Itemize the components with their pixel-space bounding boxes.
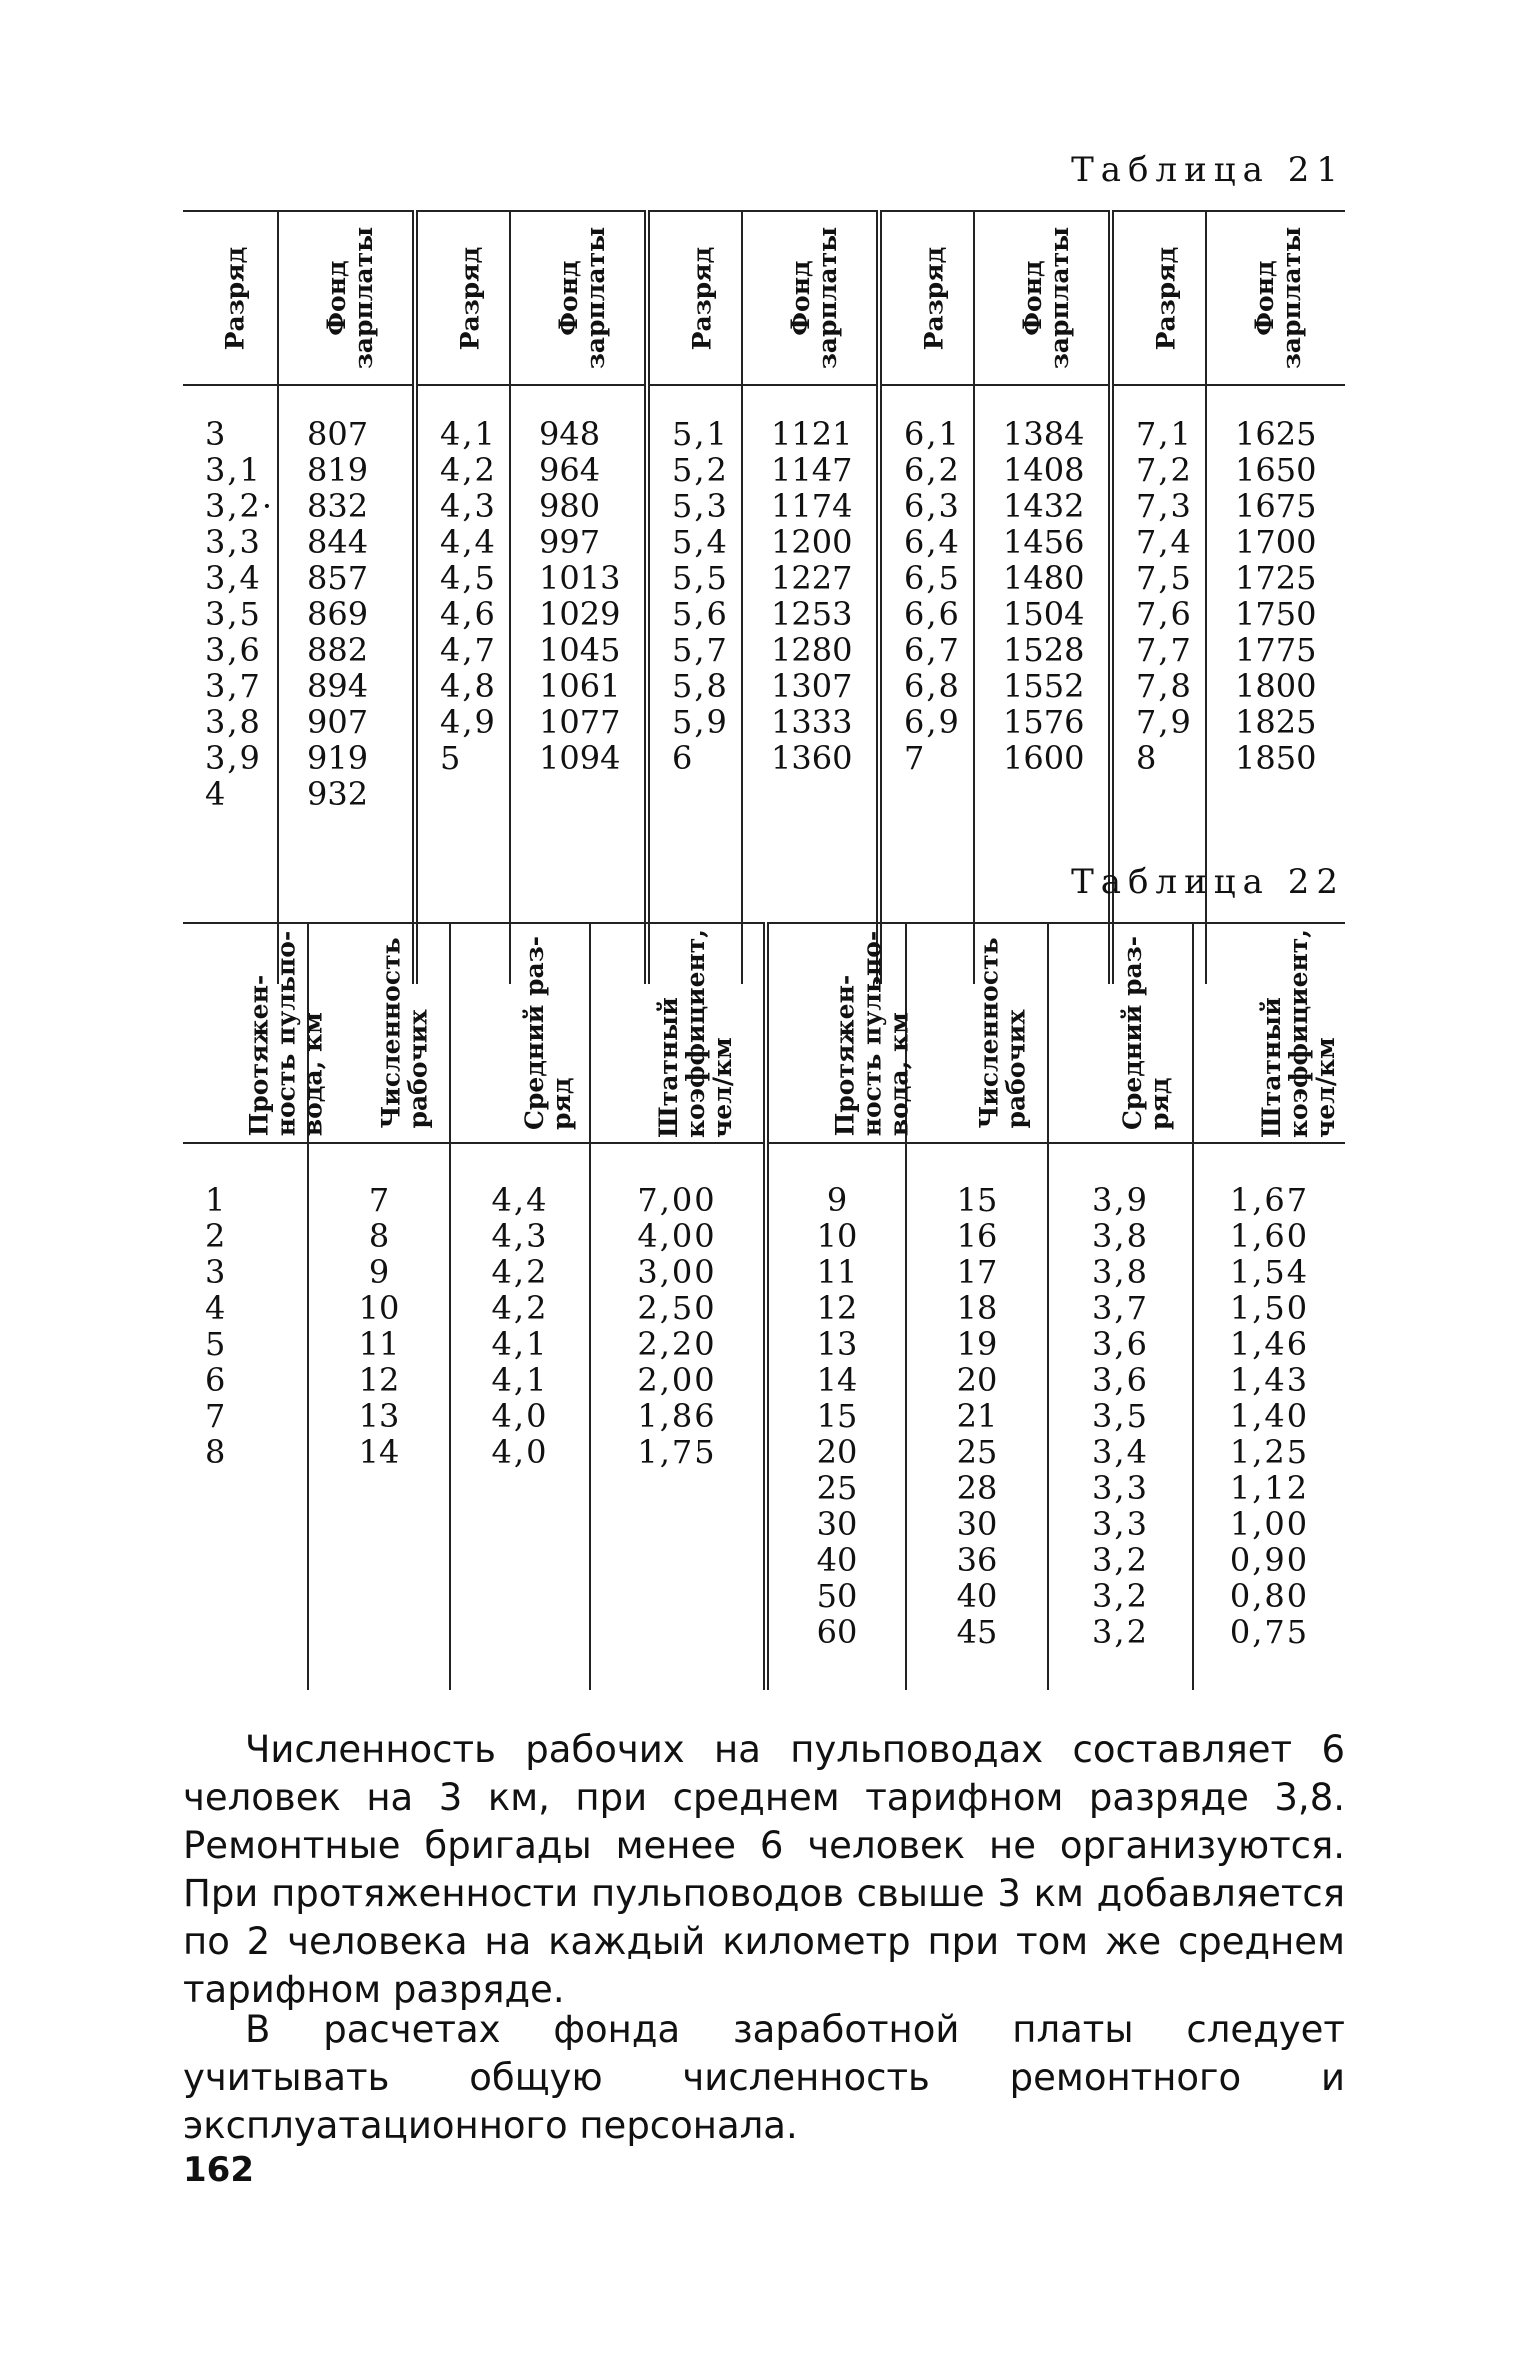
staff-coefficient-column — [1193, 1143, 1345, 1690]
table-cell: 4,2 — [440, 451, 497, 489]
table-cell: 10 — [816, 1217, 858, 1255]
wage-fund-column — [742, 385, 879, 984]
header-label: Фонд зарплаты — [322, 226, 379, 370]
grade-column — [183, 385, 278, 984]
header-label: Средний раз- ряд — [1118, 935, 1175, 1131]
table-21-caption: Таблица 21 — [1071, 150, 1345, 190]
table-cell: 20 — [816, 1433, 858, 1471]
table-cell: 1077 — [539, 703, 621, 741]
pipeline-length-column — [183, 1143, 308, 1690]
table-cell: 5,5 — [672, 559, 729, 597]
table-cell: 3,5 — [1092, 1397, 1149, 1435]
table-cell: 9 — [826, 1181, 848, 1219]
header-wage-fund — [278, 211, 415, 385]
table-cell: 4,6 — [440, 595, 497, 633]
table-cell: 1,67 — [1229, 1181, 1310, 1219]
table-cell: 2,00 — [637, 1361, 717, 1399]
table-cell: 8 — [1136, 739, 1159, 777]
table-cell: 997 — [539, 523, 601, 561]
table-cell: 7 — [368, 1181, 390, 1219]
table-cell: 3,2 — [1092, 1613, 1149, 1651]
table-cell: 11 — [816, 1253, 858, 1291]
table-cell: 5,9 — [672, 703, 729, 741]
table-cell: 3,1 — [205, 451, 262, 489]
table-cell: 0,90 — [1229, 1541, 1310, 1579]
table-cell: 3,8 — [205, 703, 262, 741]
table-cell: 2 — [205, 1217, 226, 1255]
header-label: Численность рабочих — [974, 937, 1031, 1129]
table-cell: 1700 — [1235, 523, 1317, 561]
table-cell: 5,7 — [672, 631, 729, 669]
table-cell: 4,3 — [440, 487, 497, 525]
table-cell: 1456 — [1003, 523, 1085, 561]
table-cell: 1,43 — [1229, 1361, 1310, 1399]
header-label: Фонд зарплаты — [786, 226, 843, 370]
header-worker-count — [308, 923, 450, 1143]
paragraph-workers: Численность рабочих на пульповодах составляет 6 человек на 3 км, при среднем тарифном разряде 3,8. Ремонтные бригады менее 6 человек не организуются. При протяженности пульповодов свыше 3 км добавляется по 2 человека на каждый километр при том же среднем тарифном разряде. — [183, 1728, 1345, 2011]
table-cell: 7,3 — [1136, 487, 1193, 525]
table-cell: 1,75 — [637, 1433, 717, 1471]
table-cell: 13 — [816, 1325, 858, 1363]
header-label: Разряд — [919, 246, 949, 350]
table-cell: 7 — [904, 739, 927, 777]
table-cell: 6,8 — [904, 667, 961, 705]
table-cell: 4,1 — [440, 415, 497, 453]
header-label: Штатный коэффициент, чел/км — [1257, 928, 1340, 1138]
table-cell: 2,20 — [637, 1325, 717, 1363]
table-cell: 907 — [307, 703, 369, 741]
table-cell: 1504 — [1003, 595, 1085, 633]
table-cell: 1045 — [539, 631, 621, 669]
worker-count-column — [906, 1143, 1048, 1690]
header-average-grade — [1048, 923, 1193, 1143]
header-label: Протяжен- ность пульпо- вода, км — [830, 930, 914, 1136]
table-cell: 4,1 — [491, 1361, 549, 1399]
table-22 — [183, 922, 1345, 1690]
table-cell: 980 — [539, 487, 601, 525]
table-cell: 1061 — [539, 667, 621, 705]
average-grade-column — [1048, 1143, 1193, 1690]
table-cell: 6,1 — [904, 415, 961, 453]
table-cell: 11 — [358, 1325, 400, 1363]
header-wage-fund — [742, 211, 879, 385]
table-cell: 4,0 — [491, 1433, 549, 1471]
table-cell: 1360 — [771, 739, 853, 777]
table-cell: 1 — [205, 1181, 226, 1219]
table-cell: 1121 — [771, 415, 853, 453]
table-cell: 14 — [358, 1433, 400, 1471]
table-cell: 1725 — [1235, 559, 1317, 597]
table-cell: 1384 — [1003, 415, 1085, 453]
header-staff-coefficient — [590, 923, 766, 1143]
table-cell: 3,7 — [205, 667, 262, 705]
table-cell: 60 — [816, 1613, 858, 1651]
table-cell: 1775 — [1235, 631, 1317, 669]
table-cell: 3 — [205, 415, 228, 453]
table-cell: 50 — [816, 1577, 858, 1615]
table-cell: 15 — [956, 1181, 998, 1219]
table-cell: 3,5 — [205, 595, 262, 633]
table-cell: 1750 — [1235, 595, 1317, 633]
table-cell: 40 — [956, 1577, 998, 1615]
table-cell: 882 — [307, 631, 369, 669]
table-cell: 0,80 — [1229, 1577, 1310, 1615]
table-cell: 14 — [816, 1361, 858, 1399]
table-cell: 5 — [440, 739, 463, 777]
header-wage-fund — [974, 211, 1111, 385]
table-cell: 1174 — [771, 487, 853, 525]
table-cell: 7,6 — [1136, 595, 1193, 633]
table-cell: 4,4 — [440, 523, 497, 561]
table-cell: 6,9 — [904, 703, 961, 741]
header-label: Штатный коэффициент, чел/км — [654, 928, 737, 1138]
table-cell: 3,2 — [1092, 1541, 1149, 1579]
table-cell: 4,3 — [491, 1217, 549, 1255]
table-cell: 4,7 — [440, 631, 497, 669]
table-cell: 3,2 — [1092, 1577, 1149, 1615]
table-cell: 5,1 — [672, 415, 729, 453]
table-cell: 3,7 — [1092, 1289, 1149, 1327]
header-label: Фонд зарплаты — [554, 226, 611, 370]
table-cell: 2,50 — [637, 1289, 717, 1327]
table-cell: 12 — [816, 1289, 858, 1327]
header-label: Фонд зарплаты — [1250, 226, 1307, 370]
table-cell: 1,50 — [1229, 1289, 1310, 1327]
header-average-grade — [450, 923, 590, 1143]
table-cell: 9 — [368, 1253, 390, 1291]
table-cell: 40 — [816, 1541, 858, 1579]
header-wage-fund — [1206, 211, 1345, 385]
header-label: Разряд — [220, 246, 250, 350]
staff-coefficient-column — [590, 1143, 766, 1690]
grade-column — [415, 385, 510, 984]
table-cell: 1675 — [1235, 487, 1317, 525]
table-cell: 20 — [956, 1361, 998, 1399]
table-21-header-row — [183, 211, 1345, 385]
table-cell: 1147 — [771, 451, 853, 489]
table-cell: 857 — [307, 559, 369, 597]
table-cell: 807 — [307, 415, 369, 453]
header-label: Протяжен- ность пульпо- вода, км — [244, 930, 328, 1136]
table-22-body-row — [183, 1143, 1345, 1690]
table-cell: 1013 — [539, 559, 621, 597]
table-cell: 1227 — [771, 559, 853, 597]
table-cell: 1,12 — [1229, 1469, 1310, 1507]
table-cell: 10 — [358, 1289, 400, 1327]
table-cell: 1600 — [1003, 739, 1085, 777]
table-cell: 4,2 — [491, 1253, 549, 1291]
header-worker-count — [906, 923, 1048, 1143]
table-cell: 1,86 — [637, 1397, 717, 1435]
table-cell: 919 — [307, 739, 369, 777]
table-cell: 13 — [358, 1397, 400, 1435]
table-cell: 6,7 — [904, 631, 961, 669]
table-cell: 12 — [358, 1361, 400, 1399]
header-staff-coefficient — [1193, 923, 1345, 1143]
table-cell: 1,25 — [1229, 1433, 1310, 1471]
table-cell: 6,3 — [904, 487, 961, 525]
table-cell: 7,7 — [1136, 631, 1193, 669]
table-cell: 4,4 — [491, 1181, 549, 1219]
wage-fund-column — [278, 385, 415, 984]
table-cell: 3,3 — [205, 523, 262, 561]
table-cell: 3,8 — [1092, 1253, 1149, 1291]
table-cell: 28 — [956, 1469, 998, 1507]
table-cell: 4,1 — [491, 1325, 549, 1363]
header-grade — [879, 211, 974, 385]
table-cell: 932 — [307, 775, 369, 813]
header-grade — [647, 211, 742, 385]
table-cell: 1,54 — [1229, 1253, 1310, 1291]
table-cell: 1280 — [771, 631, 853, 669]
table-cell: 1200 — [771, 523, 853, 561]
table-cell: 3,6 — [205, 631, 262, 669]
table-cell: 1528 — [1003, 631, 1085, 669]
table-cell: 3,8 — [1092, 1217, 1149, 1255]
table-cell: 30 — [816, 1505, 858, 1543]
table-cell: 1307 — [771, 667, 853, 705]
table-cell: 5,2 — [672, 451, 729, 489]
table-cell: 21 — [956, 1397, 998, 1435]
wage-fund-column — [510, 385, 647, 984]
table-cell: 7,00 — [637, 1181, 717, 1219]
table-cell: 3,6 — [1092, 1325, 1149, 1363]
table-cell: 15 — [816, 1397, 858, 1435]
table-cell: 1,00 — [1229, 1505, 1310, 1543]
header-pipeline-length — [766, 923, 914, 1143]
page-number: 162 — [183, 2150, 254, 2190]
table-cell: 1,40 — [1229, 1397, 1310, 1435]
table-cell: 1094 — [539, 739, 621, 777]
table-cell: 1029 — [539, 595, 621, 633]
table-22-caption: Таблица 22 — [1071, 862, 1345, 902]
table-cell: 4 — [205, 1289, 226, 1327]
header-pipeline-length — [183, 923, 328, 1143]
table-cell: 45 — [956, 1613, 998, 1651]
table-cell: 964 — [539, 451, 601, 489]
table-cell: 7,2 — [1136, 451, 1193, 489]
table-cell: 0,75 — [1229, 1613, 1310, 1651]
table-cell: 1625 — [1235, 415, 1317, 453]
table-cell: 5 — [205, 1325, 226, 1363]
table-cell: 6,4 — [904, 523, 961, 561]
header-label: Разряд — [455, 246, 485, 350]
table-cell: 17 — [956, 1253, 998, 1291]
table-22-header-row — [183, 923, 1345, 1143]
table-cell: 16 — [956, 1217, 998, 1255]
table-cell: 819 — [307, 451, 369, 489]
header-label: Разряд — [687, 246, 717, 350]
table-cell: 3,2· — [205, 487, 275, 525]
header-label: Разряд — [1151, 246, 1181, 350]
table-cell: 1,60 — [1229, 1217, 1310, 1255]
table-cell: 4,2 — [491, 1289, 549, 1327]
table-cell: 5,3 — [672, 487, 729, 525]
table-cell: 1,46 — [1229, 1325, 1310, 1363]
header-label: Численность рабочих — [376, 937, 433, 1129]
grade-column — [879, 385, 974, 984]
table-cell: 7,4 — [1136, 523, 1193, 561]
table-cell: 6,2 — [904, 451, 961, 489]
table-cell: 7,9 — [1136, 703, 1193, 741]
table-cell: 5,8 — [672, 667, 729, 705]
table-cell: 1253 — [771, 595, 853, 633]
table-cell: 6,6 — [904, 595, 961, 633]
table-cell: 8 — [205, 1433, 226, 1471]
table-cell: 869 — [307, 595, 369, 633]
table-cell: 1333 — [771, 703, 853, 741]
average-grade-column — [450, 1143, 590, 1690]
table-cell: 4,5 — [440, 559, 497, 597]
table-cell: 3,00 — [637, 1253, 717, 1291]
table-cell: 894 — [307, 667, 369, 705]
table-cell: 4 — [205, 775, 228, 813]
table-cell: 19 — [956, 1325, 998, 1363]
table-cell: 3,9 — [205, 739, 262, 777]
header-grade — [183, 211, 278, 385]
table-cell: 3,6 — [1092, 1361, 1149, 1399]
table-cell: 6 — [672, 739, 695, 777]
table-cell: 5,6 — [672, 595, 729, 633]
table-cell: 6 — [205, 1361, 226, 1399]
table-cell: 4,8 — [440, 667, 497, 705]
header-label: Фонд зарплаты — [1018, 226, 1075, 370]
table-cell: 18 — [956, 1289, 998, 1327]
table-cell: 36 — [956, 1541, 998, 1579]
table-cell: 3,4 — [205, 559, 262, 597]
header-grade — [1111, 211, 1206, 385]
table-cell: 7,8 — [1136, 667, 1193, 705]
table-cell: 25 — [816, 1469, 858, 1507]
table-cell: 1408 — [1003, 451, 1085, 489]
grade-column — [647, 385, 742, 984]
table-cell: 25 — [956, 1433, 998, 1471]
pipeline-length-column — [766, 1143, 906, 1690]
table-cell: 3,3 — [1092, 1505, 1149, 1543]
table-cell: 4,00 — [637, 1217, 717, 1255]
table-cell: 832 — [307, 487, 369, 525]
table-cell: 1850 — [1235, 739, 1317, 777]
table-cell: 4,0 — [491, 1397, 549, 1435]
table-cell: 1825 — [1235, 703, 1317, 741]
paragraph-wage-fund: В расчетах фонда заработной платы следует учитывать общую численность ремонтного и эксплуатационного персонала. — [183, 2008, 1345, 2147]
table-cell: 1480 — [1003, 559, 1085, 597]
table-cell: 3,3 — [1092, 1469, 1149, 1507]
table-cell: 30 — [956, 1505, 998, 1543]
table-cell: 6,5 — [904, 559, 961, 597]
table-cell: 3 — [205, 1253, 226, 1291]
header-label: Средний раз- ряд — [520, 935, 577, 1131]
table-cell: 7,1 — [1136, 415, 1193, 453]
table-cell: 3,9 — [1092, 1181, 1149, 1219]
table-cell: 1800 — [1235, 667, 1317, 705]
table-cell: 948 — [539, 415, 601, 453]
header-grade — [415, 211, 510, 385]
table-cell: 1552 — [1003, 667, 1085, 705]
table-cell: 7,5 — [1136, 559, 1193, 597]
table-cell: 1650 — [1235, 451, 1317, 489]
table-cell: 3,4 — [1092, 1433, 1149, 1471]
table-cell: 4,9 — [440, 703, 497, 741]
header-wage-fund — [510, 211, 647, 385]
worker-count-column — [308, 1143, 450, 1690]
table-cell: 1432 — [1003, 487, 1085, 525]
table-cell: 5,4 — [672, 523, 729, 561]
table-cell: 7 — [205, 1397, 226, 1435]
table-cell: 8 — [368, 1217, 390, 1255]
table-cell: 844 — [307, 523, 369, 561]
table-cell: 1576 — [1003, 703, 1085, 741]
